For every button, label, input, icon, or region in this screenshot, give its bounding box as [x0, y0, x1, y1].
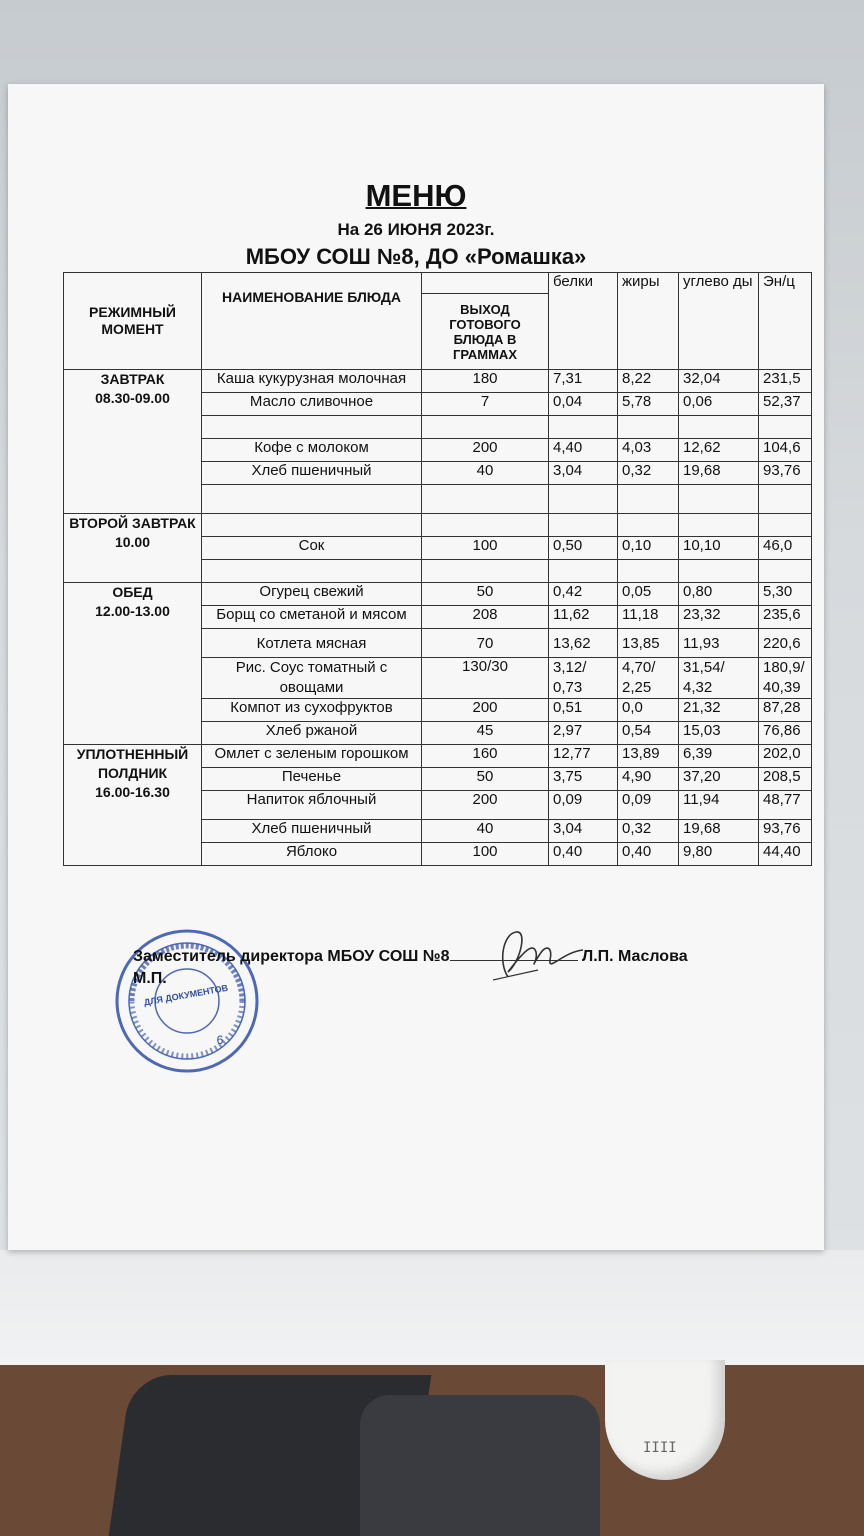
- dish-output: [422, 416, 549, 439]
- dish-carbs: 0,80: [679, 583, 759, 606]
- meal-time: 12.00-13.00: [95, 603, 170, 619]
- dish-name: Яблоко: [202, 843, 422, 866]
- dish-fats: 4,70/ 2,25: [618, 658, 679, 699]
- meal-second-breakfast: [64, 514, 202, 583]
- dish-proteins: [549, 560, 618, 583]
- dish-output: 50: [422, 583, 549, 606]
- dish-carbs: 11,94: [679, 791, 759, 820]
- dish-fats: 13,89: [618, 745, 679, 768]
- dish-carbs: 11,93: [679, 629, 759, 658]
- dish-energy: 44,40: [759, 843, 812, 866]
- dish-output: 50: [422, 768, 549, 791]
- dish-output: 40: [422, 820, 549, 843]
- dish-name: Хлеб пшеничный: [202, 462, 422, 485]
- header-regime: РЕЖИМНЫЙ МОМЕНТ: [64, 273, 202, 370]
- dish-name: Борщ со сметаной и мясом: [202, 606, 422, 629]
- dish-name: Каша кукурузная молочная: [202, 370, 422, 393]
- meal-label: ВТОРОЙ ЗАВТРАК: [69, 515, 196, 531]
- dish-carbs: 9,80: [679, 843, 759, 866]
- dish-output: 130/30: [422, 658, 549, 699]
- dish-energy: 46,0: [759, 537, 812, 560]
- handwritten-signature: [478, 922, 588, 992]
- dish-carbs: 32,04: [679, 370, 759, 393]
- header-output: ВЫХОД ГОТОВОГО БЛЮДА В ГРАММАХ: [422, 294, 549, 370]
- dish-proteins: 3,04: [549, 820, 618, 843]
- table-row: [64, 370, 812, 393]
- table-row: [64, 583, 812, 606]
- dish-name: Компот из сухофруктов: [202, 699, 422, 722]
- dish-name: [202, 560, 422, 583]
- dish-name: Котлета мясная: [202, 629, 422, 658]
- dish-name: Огурец свежий: [202, 583, 422, 606]
- dish-fats: 4,90: [618, 768, 679, 791]
- dish-carbs: [679, 485, 759, 514]
- meal-breakfast: [64, 370, 202, 514]
- dish-energy: 220,6: [759, 629, 812, 658]
- dish-proteins: 4,40: [549, 439, 618, 462]
- meal-label: УПЛОТНЕННЫЙ ПОЛДНИК: [76, 746, 189, 781]
- dish-proteins: [549, 416, 618, 439]
- menu-table: [63, 272, 812, 866]
- header-empty: [422, 273, 549, 294]
- dish-name: Сок: [202, 537, 422, 560]
- dish-proteins: [549, 485, 618, 514]
- dish-carbs: 6,39: [679, 745, 759, 768]
- table-row: [64, 745, 812, 768]
- dish-energy: 104,6: [759, 439, 812, 462]
- menu-date: На 26 ИЮНЯ 2023г.: [337, 220, 495, 239]
- header-fats: жиры: [618, 273, 679, 370]
- meal-afternoon-snack: [64, 745, 202, 866]
- dish-energy: 180,9/ 40,39: [759, 658, 812, 699]
- menu-title: МЕНЮ: [365, 178, 467, 213]
- dish-energy: 48,77: [759, 791, 812, 820]
- dish-fats: [618, 514, 679, 537]
- dish-fats: 0,05: [618, 583, 679, 606]
- dish-proteins: 0,09: [549, 791, 618, 820]
- dish-carbs: 19,68: [679, 820, 759, 843]
- dish-output: 70: [422, 629, 549, 658]
- trouser-leg-2: [360, 1395, 600, 1536]
- dish-name: Печенье: [202, 768, 422, 791]
- dish-fats: 4,03: [618, 439, 679, 462]
- dish-output: 40: [422, 462, 549, 485]
- menu-document: [8, 84, 824, 1250]
- header-proteins: белки: [549, 273, 618, 370]
- valve-marks: IIII: [643, 1440, 677, 1456]
- dish-name: Напиток яблочный: [202, 791, 422, 820]
- dish-energy: 76,86: [759, 722, 812, 745]
- dish-energy: 93,76: [759, 462, 812, 485]
- signatory-position: Заместитель директора МБОУ СОШ №8: [133, 948, 450, 965]
- dish-energy: 87,28: [759, 699, 812, 722]
- dish-output: [422, 514, 549, 537]
- dish-proteins: 0,04: [549, 393, 618, 416]
- meal-time: 08.30-09.00: [95, 390, 170, 406]
- dish-energy: 5,30: [759, 583, 812, 606]
- dish-name: Хлеб ржаной: [202, 722, 422, 745]
- dish-output: 200: [422, 699, 549, 722]
- dish-fats: 8,22: [618, 370, 679, 393]
- dish-carbs: 21,32: [679, 699, 759, 722]
- meal-lunch: [64, 583, 202, 745]
- dish-proteins: 3,75: [549, 768, 618, 791]
- dish-carbs: 23,32: [679, 606, 759, 629]
- dish-name: [202, 416, 422, 439]
- dish-energy: [759, 485, 812, 514]
- dish-carbs: 10,10: [679, 537, 759, 560]
- dish-energy: [759, 514, 812, 537]
- dish-output: [422, 485, 549, 514]
- dish-output: 208: [422, 606, 549, 629]
- dish-fats: 5,78: [618, 393, 679, 416]
- header-dish: НАИМЕНОВАНИЕ БЛЮДА: [202, 273, 422, 370]
- dish-fats: 0,09: [618, 791, 679, 820]
- header-energy: Эн/ц: [759, 273, 812, 370]
- dish-fats: 0,10: [618, 537, 679, 560]
- table-row: [64, 514, 812, 537]
- meal-label: ОБЕД: [112, 584, 153, 600]
- table-header-row: [64, 273, 812, 294]
- dish-fats: 0,54: [618, 722, 679, 745]
- radiator-valve: [605, 1360, 725, 1480]
- dish-proteins: 0,42: [549, 583, 618, 606]
- dish-fats: 0,40: [618, 843, 679, 866]
- dish-proteins: 0,50: [549, 537, 618, 560]
- dish-output: 7: [422, 393, 549, 416]
- dish-name: Рис. Соус томатный с овощами: [202, 658, 422, 699]
- dish-energy: 93,76: [759, 820, 812, 843]
- dish-energy: 235,6: [759, 606, 812, 629]
- school-name: МБОУ СОШ №8, ДО «Ромашка»: [245, 244, 587, 269]
- dish-output: 100: [422, 843, 549, 866]
- dish-name: Омлет с зеленым горошком: [202, 745, 422, 768]
- dish-carbs: 31,54/ 4,32: [679, 658, 759, 699]
- dish-output: 180: [422, 370, 549, 393]
- dish-energy: 231,5: [759, 370, 812, 393]
- dish-proteins: 0,51: [549, 699, 618, 722]
- dish-output: [422, 560, 549, 583]
- dish-fats: 13,85: [618, 629, 679, 658]
- dish-proteins: [549, 514, 618, 537]
- dish-proteins: 12,77: [549, 745, 618, 768]
- signature-line: [133, 946, 688, 966]
- dish-carbs: 0,06: [679, 393, 759, 416]
- dish-carbs: [679, 416, 759, 439]
- stamp-number: 6: [216, 1033, 224, 1047]
- dish-carbs: 12,62: [679, 439, 759, 462]
- dish-fats: 0,0: [618, 699, 679, 722]
- dish-proteins: 3,04: [549, 462, 618, 485]
- dish-carbs: [679, 514, 759, 537]
- dish-carbs: 19,68: [679, 462, 759, 485]
- meal-time: 10.00: [114, 534, 151, 550]
- dish-energy: 208,5: [759, 768, 812, 791]
- header-carbs: углево ды: [679, 273, 759, 370]
- dish-energy: [759, 416, 812, 439]
- dish-output: 100: [422, 537, 549, 560]
- dish-output: 160: [422, 745, 549, 768]
- dish-name: [202, 485, 422, 514]
- dish-proteins: 7,31: [549, 370, 618, 393]
- dish-output: 45: [422, 722, 549, 745]
- signatory-name: Л.П. Маслова: [581, 948, 688, 965]
- dish-carbs: 37,20: [679, 768, 759, 791]
- dish-fats: [618, 485, 679, 514]
- dish-name: Хлеб пшеничный: [202, 820, 422, 843]
- dish-output: 200: [422, 791, 549, 820]
- dish-energy: 202,0: [759, 745, 812, 768]
- dish-fats: 11,18: [618, 606, 679, 629]
- dish-energy: [759, 560, 812, 583]
- dish-name: Масло сливочное: [202, 393, 422, 416]
- window-sill: [0, 1250, 864, 1365]
- dish-name: [202, 514, 422, 537]
- dish-proteins: 11,62: [549, 606, 618, 629]
- dish-carbs: [679, 560, 759, 583]
- dish-proteins: 3,12/ 0,73: [549, 658, 618, 699]
- dish-proteins: 2,97: [549, 722, 618, 745]
- dish-energy: 52,37: [759, 393, 812, 416]
- dish-name: Кофе с молоком: [202, 439, 422, 462]
- dish-output: 200: [422, 439, 549, 462]
- dish-fats: 0,32: [618, 820, 679, 843]
- meal-time: 16.00-16.30: [95, 784, 170, 800]
- dish-proteins: 0,40: [549, 843, 618, 866]
- stamp-place-label: М.П.: [133, 970, 167, 987]
- dish-fats: [618, 416, 679, 439]
- dish-carbs: 15,03: [679, 722, 759, 745]
- dish-fats: 0,32: [618, 462, 679, 485]
- meal-label: ЗАВТРАК: [100, 371, 165, 387]
- dish-fats: [618, 560, 679, 583]
- stamp-text: ДЛЯ ДОКУМЕНТОВ: [143, 982, 229, 1008]
- dish-proteins: 13,62: [549, 629, 618, 658]
